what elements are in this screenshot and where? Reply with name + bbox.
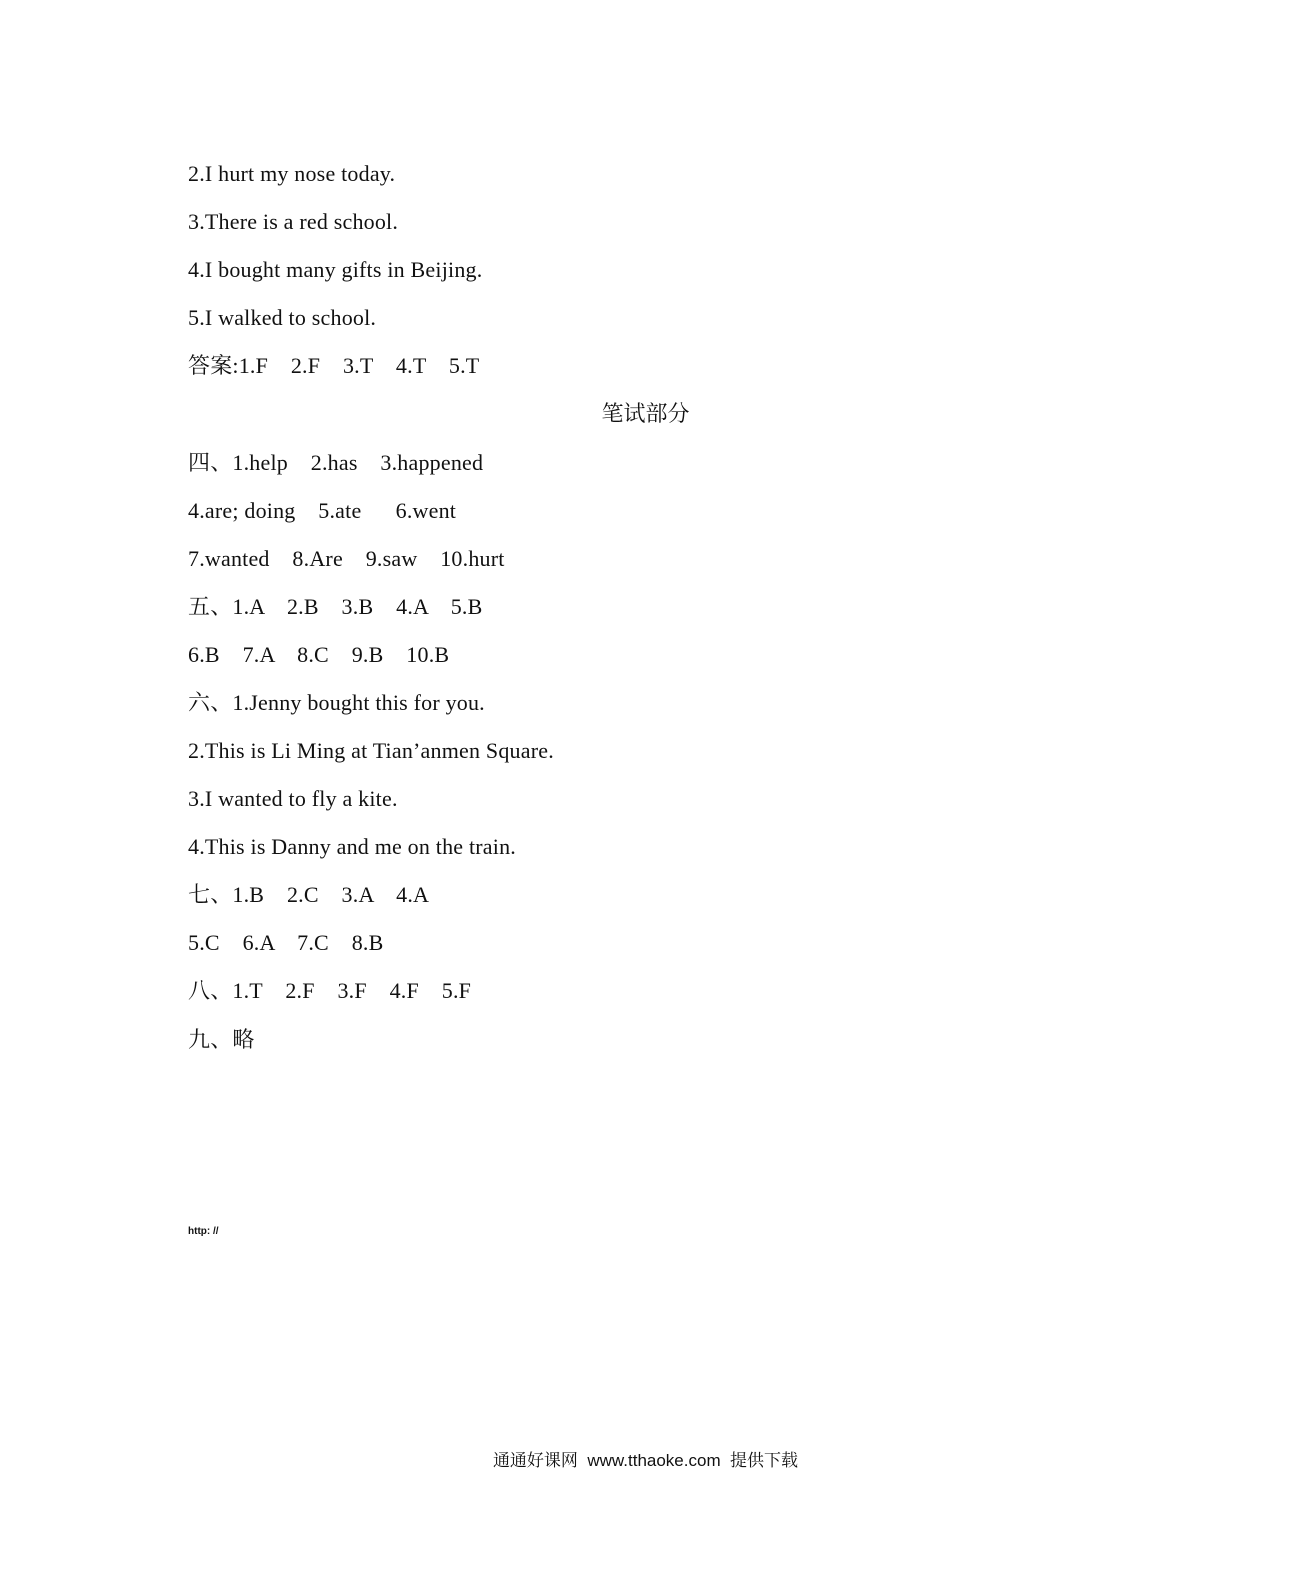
url-stub: http: // xyxy=(188,1226,219,1237)
answer-line: 3.There is a red school. xyxy=(188,209,399,234)
answer-line: 七、1.B 2.C 3.A 4.A xyxy=(188,882,430,907)
answer-line: 五、1.A 2.B 3.B 4.A 5.B xyxy=(188,594,483,619)
answer-line: 2.This is Li Ming at Tian’anmen Square. xyxy=(188,738,554,763)
answer-line: 3.I wanted to fly a kite. xyxy=(188,786,398,811)
answer-line: 5.I walked to school. xyxy=(188,305,377,330)
answer-line: 八、1.T 2.F 3.F 4.F 5.F xyxy=(188,978,472,1003)
answer-line: 九、略 xyxy=(188,1027,255,1052)
answer-line: 7.wanted 8.Are 9.saw 10.hurt xyxy=(188,546,505,571)
answer-line: 2.I hurt my nose today. xyxy=(188,161,396,186)
answer-line: 6.B 7.A 8.C 9.B 10.B xyxy=(188,642,450,667)
answer-line: 4.are; doing 5.ate 6.went xyxy=(188,498,457,523)
answer-line: 4.I bought many gifts in Beijing. xyxy=(188,257,483,282)
section-heading: 笔试部分 xyxy=(601,401,690,426)
answer-line: 5.C 6.A 7.C 8.B xyxy=(188,930,384,955)
answer-line: 四、1.help 2.has 3.happened xyxy=(188,450,484,475)
answer-line: 六、1.Jenny bought this for you. xyxy=(188,690,485,715)
answer-line: 4.This is Danny and me on the train. xyxy=(188,834,516,859)
footer-text: 通通好课网 www.tthaoke.com 提供下载 xyxy=(492,1451,799,1470)
answer-key-line: 答案:1.F 2.F 3.T 4.T 5.T xyxy=(188,353,480,378)
